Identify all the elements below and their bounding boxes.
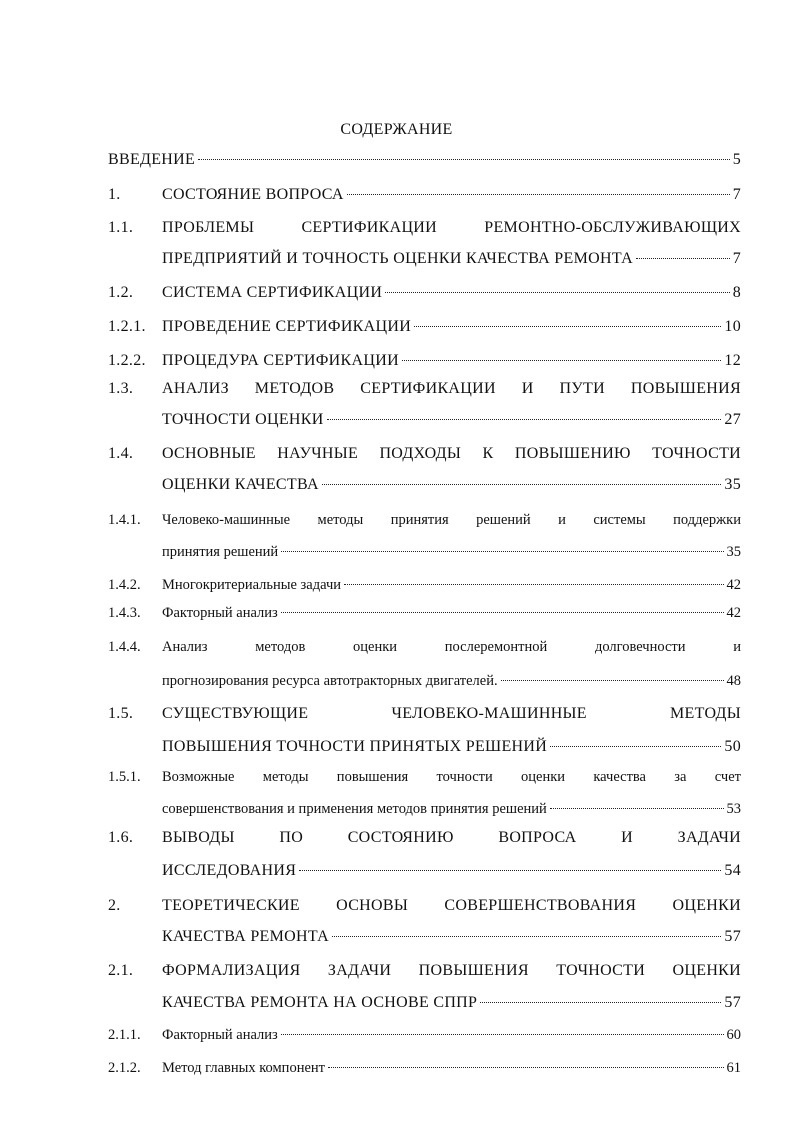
toc-page-number: 7 (732, 186, 741, 203)
toc-entry-line[interactable] (162, 738, 741, 756)
toc-entry-text: ПРЕДПРИЯТИЙ И ТОЧНОСТЬ ОЦЕНКИ КАЧЕСТВА РЕМОНТА (162, 250, 633, 267)
toc-entry-text: Многокритериальные задачи (162, 577, 341, 593)
toc-page-number: 27 (724, 411, 741, 428)
toc-entry-line[interactable] (162, 705, 741, 723)
toc-page-number: 50 (724, 738, 741, 755)
toc-entry-number: 1.4.3. (108, 605, 141, 621)
toc-entry-line[interactable] (162, 605, 741, 622)
toc-entry-text: СУЩЕСТВУЮЩИЕ ЧЕЛОВЕКО-МАШИННЫЕ МЕТОДЫ (162, 705, 741, 722)
toc-page-number: 60 (726, 1027, 741, 1043)
toc-entry-text: СОСТОЯНИЕ ВОПРОСА (162, 186, 344, 203)
toc-page-number: 61 (726, 1060, 741, 1076)
toc-page-number: 8 (732, 284, 741, 301)
toc-page-number: 7 (732, 250, 741, 267)
toc-entry-text: ТЕОРЕТИЧЕСКИЕ ОСНОВЫ СОВЕРШЕНСТВОВАНИЯ ОЦЕНКИ (162, 897, 741, 914)
toc-entry-number: 1.1. (108, 219, 134, 236)
toc-entry-line[interactable] (162, 829, 741, 847)
toc-entry-line[interactable] (162, 186, 741, 204)
toc-entry-line[interactable] (162, 219, 741, 237)
page-title: СОДЕРЖАНИЕ (340, 121, 453, 138)
toc-page-number: 12 (724, 352, 741, 369)
toc-entry-text: Возможные методы повышения точности оценки качества за счет (162, 769, 741, 785)
dot-leader (332, 936, 721, 937)
toc-entry-text: Факторный анализ (162, 605, 278, 621)
toc-entry-text: ПРОБЛЕМЫ СЕРТИФИКАЦИИ РЕМОНТНО-ОБСЛУЖИВАЮЩИХ (162, 219, 741, 236)
toc-entry-text: ОСНОВНЫЕ НАУЧНЫЕ ПОДХОДЫ К ПОВЫШЕНИЮ ТОЧНОСТИ (162, 445, 741, 462)
toc-entry-text: Факторный анализ (162, 1027, 278, 1043)
toc-entry-line[interactable] (162, 928, 741, 946)
dot-leader (402, 360, 721, 361)
toc-entry-line[interactable] (162, 577, 741, 594)
toc-entry-line[interactable] (162, 994, 741, 1012)
toc-entry-line[interactable] (162, 284, 741, 302)
toc-page-number: 35 (724, 476, 741, 493)
toc-entry-text: ВЫВОДЫ ПО СОСТОЯНИЮ ВОПРОСА И ЗАДАЧИ (162, 829, 741, 846)
toc-entry-number: 2.1. (108, 962, 134, 979)
dot-leader (550, 746, 721, 747)
toc-entry-line[interactable] (162, 962, 741, 980)
toc-entry-line[interactable] (162, 1060, 741, 1077)
toc-entry-number: 1.4. (108, 445, 134, 462)
toc-entry-number: 1.4.2. (108, 577, 141, 593)
toc-page-number: 54 (724, 862, 741, 879)
toc-entry-text: ИССЛЕДОВАНИЯ (162, 862, 297, 879)
toc-entry-line[interactable] (162, 445, 741, 463)
dot-leader (327, 419, 722, 420)
toc-page-number: 42 (726, 577, 741, 593)
toc-page-number: 10 (724, 318, 741, 335)
dot-leader (344, 584, 724, 585)
toc-entry-line[interactable] (162, 897, 741, 915)
dot-leader (480, 1002, 721, 1003)
toc-entry-number: 1.2. (108, 284, 134, 301)
dot-leader (328, 1067, 724, 1068)
toc-entry-line[interactable] (162, 639, 741, 656)
dot-leader (414, 326, 721, 327)
toc-entry-number: 1.6. (108, 829, 134, 846)
toc-entry-line[interactable] (162, 769, 741, 786)
dot-leader (299, 870, 721, 871)
toc-entry-text: принятия решений (162, 544, 279, 560)
toc-entry-number: 1.2.2. (108, 352, 146, 369)
toc-entry-line[interactable] (162, 673, 741, 690)
toc-entry-line[interactable] (162, 862, 741, 880)
toc-entry-text: Человеко-машинные методы принятия решений и системы поддержки (162, 512, 741, 528)
toc-entry-line[interactable] (162, 544, 741, 561)
toc-entry-text: ПОВЫШЕНИЯ ТОЧНОСТИ ПРИНЯТЫХ РЕШЕНИЙ (162, 738, 548, 755)
dot-leader (385, 292, 730, 293)
toc-entry-text: СИСТЕМА СЕРТИФИКАЦИИ (162, 284, 383, 301)
toc-entry-text: ВВЕДЕНИЕ (108, 151, 196, 168)
toc-entry-number: 1. (108, 186, 121, 203)
dot-leader (347, 194, 730, 195)
toc-entry-number: 1.4.4. (108, 639, 141, 655)
dot-leader (636, 258, 730, 259)
toc-entry-line[interactable] (162, 1027, 741, 1044)
toc-entry-number: 1.5. (108, 705, 134, 722)
dot-leader (198, 159, 730, 160)
toc-entry-text: Анализ методов оценки послеремонтной долговечности и (162, 639, 741, 655)
toc-page-number: 35 (726, 544, 741, 560)
toc-entry-text: совершенствования и применения методов принятия решений (162, 801, 547, 817)
toc-entry-number: 1.3. (108, 380, 134, 397)
toc-page-number: 53 (726, 801, 741, 817)
toc-entry-number: 1.5.1. (108, 769, 141, 785)
toc-entry-line[interactable] (108, 151, 741, 169)
toc-entry-text: ПРОЦЕДУРА СЕРТИФИКАЦИИ (162, 352, 399, 369)
toc-entry-number: 1.4.1. (108, 512, 141, 528)
toc-entry-text: КАЧЕСТВА РЕМОНТА (162, 928, 329, 945)
dot-leader (501, 680, 724, 681)
toc-entry-text: ТОЧНОСТИ ОЦЕНКИ (162, 411, 324, 428)
toc-entry-text: прогнозирования ресурса автотракторных двигателей. (162, 673, 498, 689)
dot-leader (281, 612, 724, 613)
toc-entry-line[interactable] (162, 476, 741, 494)
toc-entry-number: 2.1.1. (108, 1027, 141, 1043)
toc-entry-line[interactable] (162, 512, 741, 529)
toc-entry-text: КАЧЕСТВА РЕМОНТА НА ОСНОВЕ СППР (162, 994, 478, 1011)
toc-entry-line[interactable] (162, 318, 741, 336)
toc-entry-number: 2. (108, 897, 121, 914)
dot-leader (550, 808, 724, 809)
dot-leader (281, 1034, 724, 1035)
toc-entry-line[interactable] (162, 352, 741, 370)
toc-entry-number: 1.2.1. (108, 318, 146, 335)
toc-entry-text: ФОРМАЛИЗАЦИЯ ЗАДАЧИ ПОВЫШЕНИЯ ТОЧНОСТИ ОЦЕНКИ (162, 962, 741, 979)
toc-entry-line[interactable] (162, 801, 741, 818)
toc-entry-number: 2.1.2. (108, 1060, 141, 1076)
toc-page-number: 48 (726, 673, 741, 689)
toc-entry-text: ПРОВЕДЕНИЕ СЕРТИФИКАЦИИ (162, 318, 412, 335)
dot-leader (322, 484, 722, 485)
toc-entry-text: АНАЛИЗ МЕТОДОВ СЕРТИФИКАЦИИ И ПУТИ ПОВЫШЕНИЯ (162, 380, 741, 397)
toc-entry-text: ОЦЕНКИ КАЧЕСТВА (162, 476, 319, 493)
toc-page-number: 57 (724, 928, 741, 945)
dot-leader (281, 551, 723, 552)
toc-entry-text: Метод главных компонент (162, 1060, 325, 1076)
toc-page-number: 57 (724, 994, 741, 1011)
toc-page-number: 42 (726, 605, 741, 621)
toc-entry-line[interactable] (162, 411, 741, 429)
toc-entry-line[interactable] (162, 250, 741, 268)
toc-entry-line[interactable] (162, 380, 741, 398)
toc-page-number: 5 (732, 151, 741, 168)
